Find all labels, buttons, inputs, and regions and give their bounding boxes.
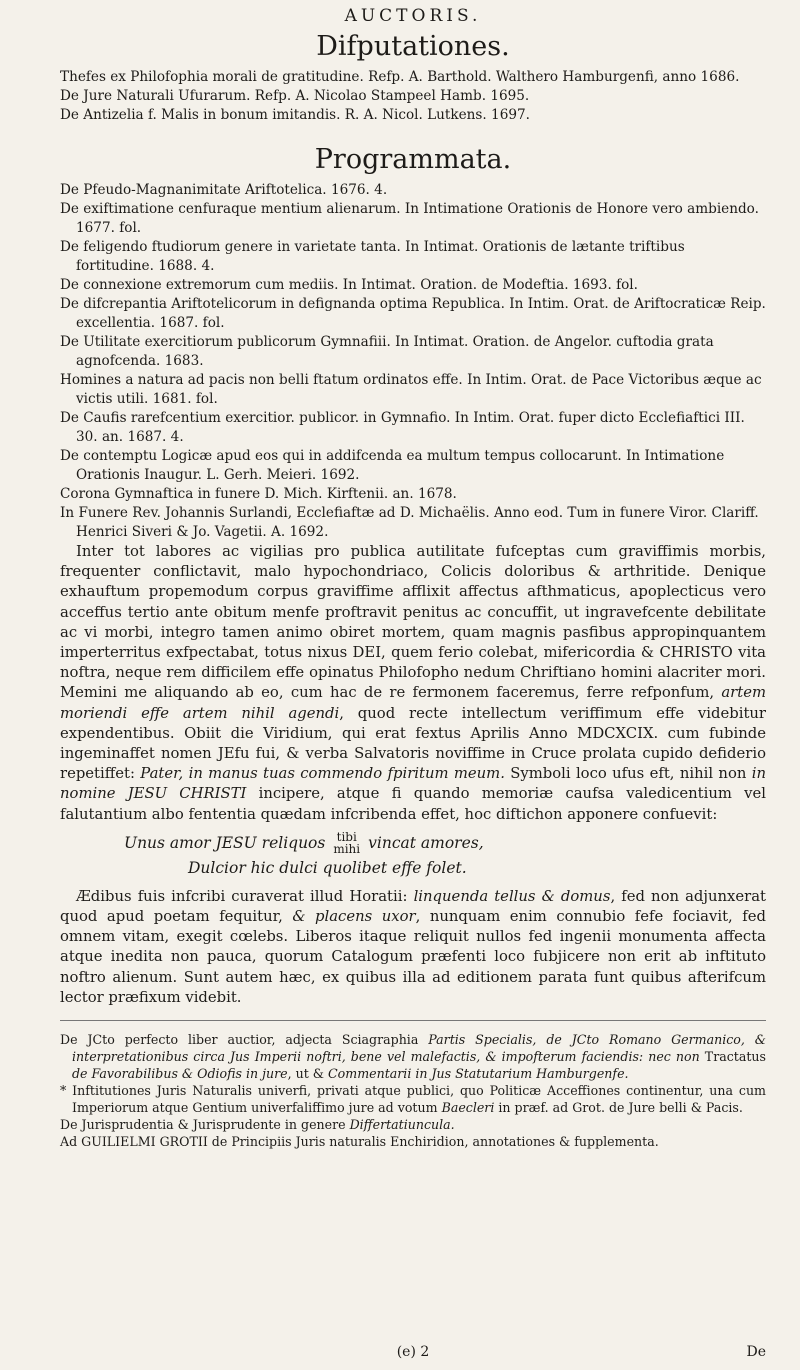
programma-entry: De difcrepantia Ariftotelicorum in defignanda optima Republica. In Intim. Orat. de Ariftocraticæ Reip. excellentia. 1687. fol. <box>60 296 766 331</box>
signature-mark: (e) 2 <box>396 1344 430 1360</box>
programma-entry: De connexione extremorum cum mediis. In Intimat. Oration. de Modeftia. 1693. fol. <box>60 277 638 293</box>
distich-lower: mihi <box>333 841 361 856</box>
programma-entry: Homines a natura ad pacis non belli ftatum ordinatos effe. In Intim. Orat. de Pace Victoribus æque ac victis utili. 1681. fol. <box>60 372 762 407</box>
catalogue-entry <box>60 1116 766 1133</box>
closing-paragraph <box>60 887 766 1008</box>
catalogue-title: Differtatiuncula. <box>349 1117 455 1133</box>
distich-text: Unus amor JESU reliquos <box>124 833 326 852</box>
catalogue-text: * Inftitutiones Juris Naturalis univerfi, privati atque publici, quo Politicæ Acceffiones continentur, una cum Imperiorum atque Gentium univerfaliffimo jure ad votum <box>60 1083 766 1116</box>
catalogue-title: Commentarii in Jus Statutarium Hamburgenfe. <box>328 1066 629 1082</box>
biography-text: incipere, atque fi quando memoriæ caufsa valedicentium vel falutantium albo fententia quædam infcribenda effet, hoc diftichon apponere confuevit: <box>60 785 766 823</box>
catalogue-text: Tractatus <box>699 1049 766 1065</box>
catalogue-text: in præf. ad Grot. de Jure belli & Pacis. <box>494 1100 743 1116</box>
distich-upper: tibi <box>336 829 357 844</box>
disputationes-heading: Difputationes. <box>316 31 510 62</box>
page-footer <box>60 1344 766 1362</box>
biography-text: , quod recte intellectum veriffimum effe videbitur expendentibus. Obiit die Viridium, qui erat fextus Aprilis Anno MDCXCIX. cum fubinde ingeminaffet nomen JEfu fui, & verba Salvatoris noviffime in Cruce prolata cupido defiderio repetiffet: <box>60 704 767 783</box>
programma-entry: De exiftimatione cenfuraque mentium alienarum. In Intimatione Orationis de Honore vero ambiendo. 1677. fol. <box>60 201 759 236</box>
distich-line-2: Dulcior hic dulci quolibet effe folet. <box>188 858 467 877</box>
catalogue-entry: Ad GUILIELMI GROTII de Principiis Juris naturalis Enchiridion, annotationes & fupplementa. <box>60 1134 659 1150</box>
closing-text: , nunquam enim connubio fefe fociavit, fed omnem vitam, exegit cœlebs. Liberos itaque reliquit nullos fed ingenii monumenta affecta atque inedita non pauca, quorum Catalogum præfenti loco fubjicere non erit ab inftituto noftro alienum. Sunt autem hæc, ex quibus illa ad editionem parata funt quibus afterifcum lector præfixum videbit. <box>60 908 766 1006</box>
disputatio-entry: De Jure Naturali Ufurarum. Refp. A. Nicolao Stampeel Hamb. 1695. <box>60 88 530 104</box>
running-head: AUCTORIS. <box>344 6 482 26</box>
biography-quote: artem moriendi effe artem nihil agendi <box>60 684 766 722</box>
distich-line-1 <box>124 831 766 855</box>
catalogue-text: , ut & <box>287 1066 329 1082</box>
distich-text: vincat amores, <box>368 833 484 852</box>
programmata-heading: Programmata. <box>314 144 512 175</box>
programma-entry: In Funere Rev. Johannis Surlandi, Ecclefiaftæ ad D. Michaëlis. Anno eod. Tum in funere Viror. Clariff. Henrici Siveri & Jo. Vagetii. A. 1692. <box>60 505 759 540</box>
catalogue-entry <box>60 1082 766 1116</box>
biography-paragraph <box>60 542 766 825</box>
catalogue-text: De Jurisprudentia & Jurisprudente in genere <box>60 1117 350 1133</box>
catalogue-entry <box>60 1031 766 1082</box>
closing-quote: linquenda tellus & domus <box>413 887 611 905</box>
programma-entry: De contemptu Logicæ apud eos qui in addifcenda ea multum tempus collocarunt. In Intimatione Orationis Inaugur. L. Gerh. Meieri. 1692. <box>60 448 725 483</box>
catalogue-title: Partis Specialis, de JCto Romano Germanico, & interpretationibus circa Jus Imperii noftri, bene vel malefactis, & impofterum faciendis: nec non <box>72 1032 767 1065</box>
closing-text: Ædibus fuis infcribi curaverat illud Horatii: <box>76 887 414 905</box>
programma-entry: De feligendo ftudiorum genere in varietate tanta. In Intimat. Orationis de lætante triftibus fortitudine. 1688. 4. <box>60 239 685 274</box>
disputatio-entry: De Antizelia f. Malis in bonum imitandis. R. A. Nicol. Lutkens. 1697. <box>60 107 530 123</box>
distich-alternative <box>333 831 360 855</box>
programma-entry: De Caufis rarefcentium exercitior. publicor. in Gymnafio. In Intim. Orat. fuper dicto Ecclefiaftici III. 30. an. 1687. 4. <box>60 410 745 445</box>
programma-entry: Corona Gymnaftica in funere D. Mich. Kirftenii. an. 1678. <box>60 486 457 502</box>
divider <box>60 1020 766 1021</box>
biography-quote: Pater, in manus tuas commendo fpiritum meum. <box>140 765 505 783</box>
catalogue-title: de Favorabilibus & Odiofis in jure <box>72 1066 288 1082</box>
biography-quote: in nomine JESU CHRISTI <box>60 765 766 803</box>
disputatio-entry: Thefes ex Philofophia morali de gratitudine. Refp. A. Barthold. Walthero Hamburgenfi, anno 1686. <box>60 69 740 85</box>
closing-text: , fed non adjunxerat quod apud poetam fequitur, <box>60 887 766 926</box>
biography-text: Inter tot labores ac vigilias pro publica autilitate fufceptas cum graviffimis morbis, frequenter conflictavit, malo hypochondriaco, Colicis doloribus & arthritide. Denique exhauftum propemodum corpus graviffime afflixit affectus afthmaticus, apoplecticus vero acceffus tertio ante obitum menfe proftravit penitus ac concuffit, ut ingravefcente debilitate ac vi morbi, integro tamen animo obiret mortem, quam magnis pasfibus appropinquantem imperterritus exfpectabat, totus nixus DEI, quem ferio colebat, mifericordia & CHRISTO vita noftra, neque rem difficilem effe opinatus Philofopho nedum Chriftiano homini alacriter mori. Memini me aliquando ab eo, cum hac de re fermonem faceremus, ferre refponfum, <box>60 543 766 702</box>
biography-text: Symboli loco ufus eft, nihil non <box>504 765 752 783</box>
closing-quote: & placens uxor <box>292 908 416 926</box>
programma-entry: De Pfeudo-Magnanimitate Ariftotelica. 1676. 4. <box>60 182 388 198</box>
programma-entry: De Utilitate exercitiorum publicorum Gymnafiii. In Intimat. Oration. de Angelor. cuftodia grata agnofcenda. 1683. <box>60 334 714 369</box>
catalogue-text: De JCto perfecto liber auctior, adjecta Sciagraphia <box>60 1032 429 1048</box>
catchword: De <box>746 1344 766 1360</box>
catalogue-title: Baecleri <box>441 1100 495 1116</box>
